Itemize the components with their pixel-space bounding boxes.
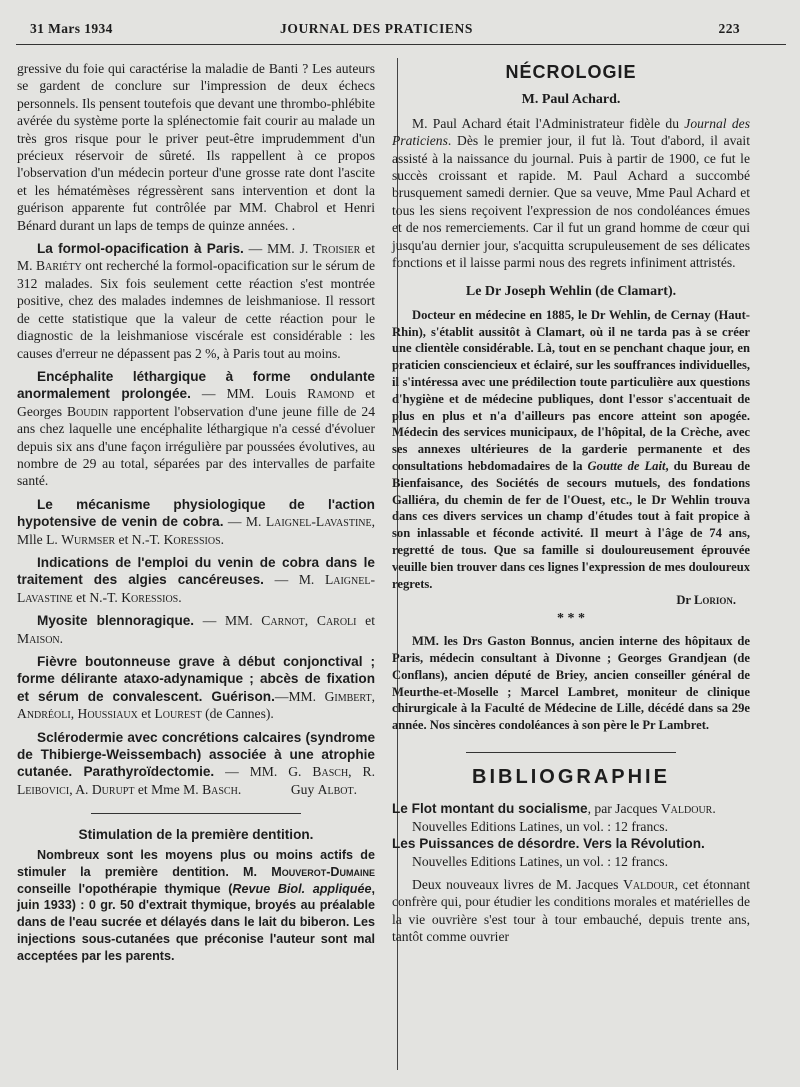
dentition-paragraph: Nombreux sont les moyens plus ou moins actifs de stimuler la première dentition. M. Mouverot-Dumaine conseille l'opothérapie thymique (Revue Biol. appliquée, juin 1933) : 0 gr. 50 d'extrait thymique, broyés au préalable dans de l'eau sucrée et délayés dans le lait du biberon. Les injections sous-cutanées que préconise l'auteur sont mal acceptées par les parents. — [17, 848, 375, 963]
fievre-title: Fièvre boutonneuse grave à début conjonctival ; forme délirante ataxo-adynamique ; abcès de fixation et sérum de convalescent. Guérison. — [17, 654, 375, 704]
author-boudin: Boudin — [67, 403, 109, 419]
banti-paragraph: gressive du foie qui caractérise la maladie de Banti ? Les auteurs se gardent de conclure sur l'impression de deux échecs personnels. Ils pensent toutefois que devant une thrombo-phlébite avérée du système porte la splénectomie fait courir au malade un très gros risque pour le priver peut-être imprudemment d'un précieux réservoir de sûreté. Ils rappellent à ce propos l'observation d'un médecin porteur d'une grosse rate dont l'ascite et les hématémèses régressèrent sans intervention et dont la guérison apparente fut contrôlée par MM. Chabrol et Henri Bénard durant un laps de temps de quinze années. . — [17, 61, 375, 233]
page-header — [30, 21, 740, 39]
myosite-paragraph: Myosite blennoragique. — MM. Carnot, Caroli et Maison. — [17, 613, 375, 646]
bonnus-paragraph: MM. les Drs Gaston Bonnus, ancien interne des hôpitaux de Paris, médecin consultant à Divonne ; Georges Grandjean (de Conflans), ancien député de Briey, ancien conseiller général de Meurthe-et-Moselle ; Marcel Lambret, moniteur de clinique chirurgicale à la Faculté de Médecine de Lille, décédé dans sa 29e année. Nos sincères condoléances à son père le Pr Lambret. — [392, 634, 750, 733]
section-rule — [91, 813, 301, 814]
issue-date: 31 Mars 1934 — [30, 21, 113, 36]
journal-title: JOURNAL DES PRATICIENS — [280, 21, 473, 36]
author-bariety: Bariéty — [36, 258, 82, 274]
encephalite-title: Encéphalite léthargique à forme ondulante anormalement prolongée. — [17, 368, 375, 402]
author-ramond: Ramond — [307, 386, 355, 402]
review-paragraph: Deux nouveaux livres de M. Jacques Valdour, cet étonnant confrère qui, pour étudier les conditions morales et matérielles de la vie ouvrière s'est tour à tour embauché, depuis trente ans, tantôt comme ouvrier — [392, 877, 750, 945]
dentition-title: Stimulation de la première dentition. — [78, 826, 314, 842]
signature-albot: Guy Albot. — [290, 782, 357, 798]
cobra-mechanism-title: Le mécanisme physiologique de l'action hypotensive de venin de cobra. — [17, 496, 375, 530]
encephalite-paragraph: Encéphalite léthargique à forme ondulante anormalement prolongée. — MM. Louis Ramond et Georges Boudin rapportent l'observation d'une jeune fille de 24 ans chez laquelle une encéphalite léthargique n'a cessé d'évoluer depuis six ans d'une façon irrégulière par poussées évolutives, au nombre de 29 au total, séparées par des intervalles de parfaite santé. — [17, 368, 376, 489]
signature-lorion: Dr Lorion. — [676, 593, 736, 608]
cobra-indications-title: Indications de l'emploi du venin de cobra dans le traitement des algies cancéreuses. — [17, 554, 375, 588]
wehlin-paragraph: Docteur en médecine en 1885, le Dr Wehlin, de Cernay (Haut-Rhin), s'établit aussitôt à Clamart, où il ne tarda pas à se créer une clientèle considérable. Là, tout en se penchant chaque jour, en praticien consciencieux et éclairé, sur les souffrances individuelles, il s'intéressa avec une prédilection toute particulière aux questions d'hygiène et de médecine publiques, dont l'essor s'accentuait de plus en plus et n'a d'ailleurs pas encore atteint son apogée. Médecin des services municipaux, de l'hôpital, de la Crèche, avec ses annexes ultérieures de la garderie permanente et des consultations hebdomadaires de la Goutte de Lait, du Bureau de Bienfaisance, des Sociétés de secours mutuels, des fondations Galliéra, du chemin de fer de l'Ouest, etc., le Dr Wehlin trouva dans ces divers services un champ d'études tout à fait propice à son inlassable et féconde activité. Il meurt à l'âge de 74 ans, regretté de tous. Que sa famille si douloureusement éprouvée veuille bien trouver dans ces lignes l'expression de mes douloureux regrets. — [392, 307, 750, 591]
sclerodermie-paragraph: Sclérodermie avec concrétions calcaires (syndrome de Thibierge-Weissembach) associée à une atrophie cutanée. Parathyroïdectomie. — MM. G. Basch, R. Leibovici, A. Durupt et Mme M. Basch. — [17, 729, 375, 797]
achard-title: M. Paul Achard. — [521, 92, 621, 108]
left-column — [17, 60, 375, 965]
author-troisier: Troisier — [313, 241, 361, 257]
wehlin-title: Le Dr Joseph Wehlin (de Clamart). — [465, 284, 677, 300]
right-column — [392, 60, 750, 946]
cobra-mechanism-paragraph: Le mécanisme physiologique de l'action hypotensive de venin de cobra. — M. Laignel-Lavastine, Mlle L. Wurmser et N.-T. Koressios. — [17, 496, 376, 547]
necrologie-title: NÉCROLOGIE — [505, 62, 637, 82]
myosite-title: Myosite blennoragique. — [37, 613, 195, 629]
fievre-paragraph: Fièvre boutonneuse grave à début conjonctival ; forme délirante ataxo-adynamique ; abcès de fixation et sérum de convalescent. Guérison.—MM. Gimbert, Andréoli, Houssiaux et Lourest (de Cannes). — [17, 654, 375, 722]
formol-title: La formol-opacification à Paris. — [37, 241, 244, 257]
bibliographie-title: BIBLIOGRAPHIE — [472, 766, 670, 788]
book1-entry: Le Flot montant du socialisme, par Jacques Valdour. — [392, 801, 716, 817]
book1-publisher: Nouvelles Editions Latines, un vol. : 12 francs. — [412, 818, 668, 834]
achard-paragraph: M. Paul Achard était l'Administrateur fidèle du Journal des Praticiens. Dès le premier jour, il fut là. Tout d'abord, il avait assisté à la naissance du journal. Puis à partir de 1900, ce fut le succès croissant et rapide. M. Paul Achard a succombé brusquement samedi dernier. Que sa veuve, Mme Paul Achard et tous les siens reçoivent l'expression de nos condoléances émues et de nos remerciements. Car il fut un grand homme de cœur qui jusqu'au dernier jour, s'acquitta scrupuleusement de ses délicates fonctions et il laisse parmi nous des regrets infiniment attristés. — [392, 115, 750, 271]
book2-entry: Les Puissances de désordre. Vers la Révolution. — [392, 836, 705, 852]
book2-publisher: Nouvelles Editions Latines, un vol. : 12 francs. — [412, 853, 668, 869]
sclerodermie-title: Sclérodermie avec concrétions calcaires (syndrome de Thibierge-Weissembach) associée à une atrophie cutanée. Parathyroïdectomie. — [17, 729, 375, 780]
header-rule — [16, 44, 786, 45]
section-rule-2 — [466, 752, 676, 753]
page-number: 223 — [718, 21, 740, 36]
cobra-indications-paragraph: Indications de l'emploi du venin de cobra dans le traitement des algies cancéreuses. — M. Laignel-Lavastine et N.-T. Koressios. — [17, 554, 375, 605]
separator-stars: * * * — [557, 611, 585, 627]
formol-paragraph: La formol-opacification à Paris. — MM. J. Troisier et M. Bariéty ont recherché la formol-opacification sur le sérum de 312 malades. Six fois seulement cette réaction s'est montrée positive, chez des malades indemnes de leishmaniose. Il ressort de cette statistique que la valeur de cette réaction pour le diagnostic de la leishmaniose viscérale est considérable : les causes d'erreur ne dépassent pas 2 %, à Paris tout au moins. — [17, 241, 376, 361]
